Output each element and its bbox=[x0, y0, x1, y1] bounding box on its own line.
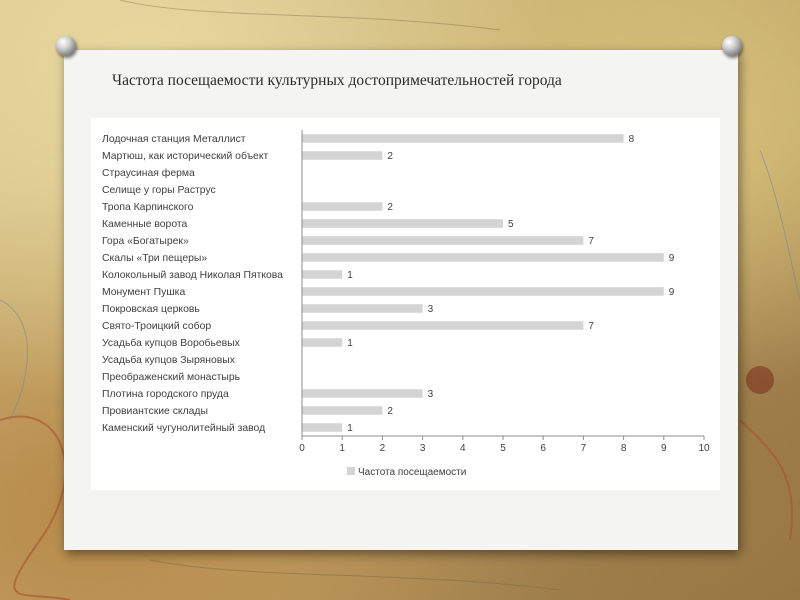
bar bbox=[302, 236, 583, 245]
data-label: 1 bbox=[347, 338, 353, 349]
category-label: Усадьба купцов Воробьевых bbox=[102, 338, 240, 350]
category-label: Каменные ворота bbox=[102, 219, 188, 231]
pin-left-icon bbox=[56, 36, 76, 56]
data-label: 1 bbox=[347, 270, 353, 281]
bar bbox=[302, 321, 583, 330]
data-label: 7 bbox=[588, 236, 594, 247]
data-label: 2 bbox=[387, 406, 393, 417]
x-tick-label: 3 bbox=[419, 443, 426, 454]
data-label: 9 bbox=[668, 287, 675, 298]
bar bbox=[302, 338, 342, 347]
category-label: Тропа Карпинского bbox=[102, 202, 194, 214]
bar bbox=[302, 270, 342, 279]
data-label: 9 bbox=[668, 253, 675, 264]
bar bbox=[302, 219, 503, 228]
category-label: Провиантские склады bbox=[102, 406, 208, 418]
x-tick-label: 1 bbox=[339, 443, 345, 454]
data-label: 3 bbox=[427, 389, 434, 400]
category-label: Селище у горы Раструс bbox=[102, 185, 216, 197]
slide-title: Частота посещаемости культурных достопримечательностей города bbox=[112, 72, 562, 89]
bar bbox=[302, 151, 382, 160]
x-tick-label: 10 bbox=[698, 443, 710, 454]
category-label: Преображенский монастырь bbox=[102, 372, 241, 384]
pin-right-icon bbox=[722, 36, 742, 56]
category-label: Усадьба купцов Зыряновых bbox=[102, 355, 235, 367]
x-tick-label: 7 bbox=[580, 443, 587, 454]
data-label: 7 bbox=[588, 321, 594, 332]
x-tick-label: 0 bbox=[299, 443, 305, 454]
x-tick-label: 4 bbox=[460, 443, 466, 454]
category-label: Каменский чугунолитейный завод bbox=[102, 423, 266, 435]
bar bbox=[302, 406, 382, 415]
bar bbox=[302, 304, 423, 313]
category-label: Плотина городского пруда bbox=[102, 389, 229, 401]
chart-panel bbox=[91, 118, 720, 490]
category-label: Колокольный завод Николая Пяткова bbox=[102, 270, 283, 282]
data-label: 2 bbox=[387, 202, 393, 213]
data-label: 2 bbox=[387, 151, 393, 162]
bar bbox=[302, 134, 624, 143]
bar bbox=[302, 253, 664, 262]
category-label: Свято-Троицкий собор bbox=[102, 321, 212, 333]
bar bbox=[302, 287, 664, 296]
category-label: Покровская церковь bbox=[102, 304, 200, 316]
category-label: Гора «Богатырек» bbox=[102, 236, 189, 248]
bar bbox=[302, 423, 342, 432]
x-tick-label: 2 bbox=[379, 443, 386, 454]
x-tick-label: 9 bbox=[661, 443, 667, 454]
category-label: Страусиная ферма bbox=[102, 168, 195, 180]
x-tick-label: 6 bbox=[540, 443, 546, 454]
data-label: 1 bbox=[347, 423, 353, 434]
category-label: Мартюш, как исторический объект bbox=[102, 151, 269, 163]
legend-label: Частота посещаемости bbox=[358, 467, 467, 478]
bar-chart bbox=[91, 118, 720, 490]
category-label: Монумент Пушка bbox=[102, 287, 186, 299]
category-label: Лодочная станция Металлист bbox=[102, 134, 246, 146]
data-label: 3 bbox=[427, 304, 434, 315]
bar bbox=[302, 202, 382, 211]
x-tick-label: 8 bbox=[620, 443, 627, 454]
legend-swatch bbox=[347, 467, 355, 475]
data-label: 8 bbox=[628, 134, 635, 145]
x-tick-label: 5 bbox=[500, 443, 506, 454]
data-label: 5 bbox=[508, 219, 514, 230]
category-label: Скалы «Три пещеры» bbox=[102, 253, 208, 265]
bar bbox=[302, 389, 423, 398]
